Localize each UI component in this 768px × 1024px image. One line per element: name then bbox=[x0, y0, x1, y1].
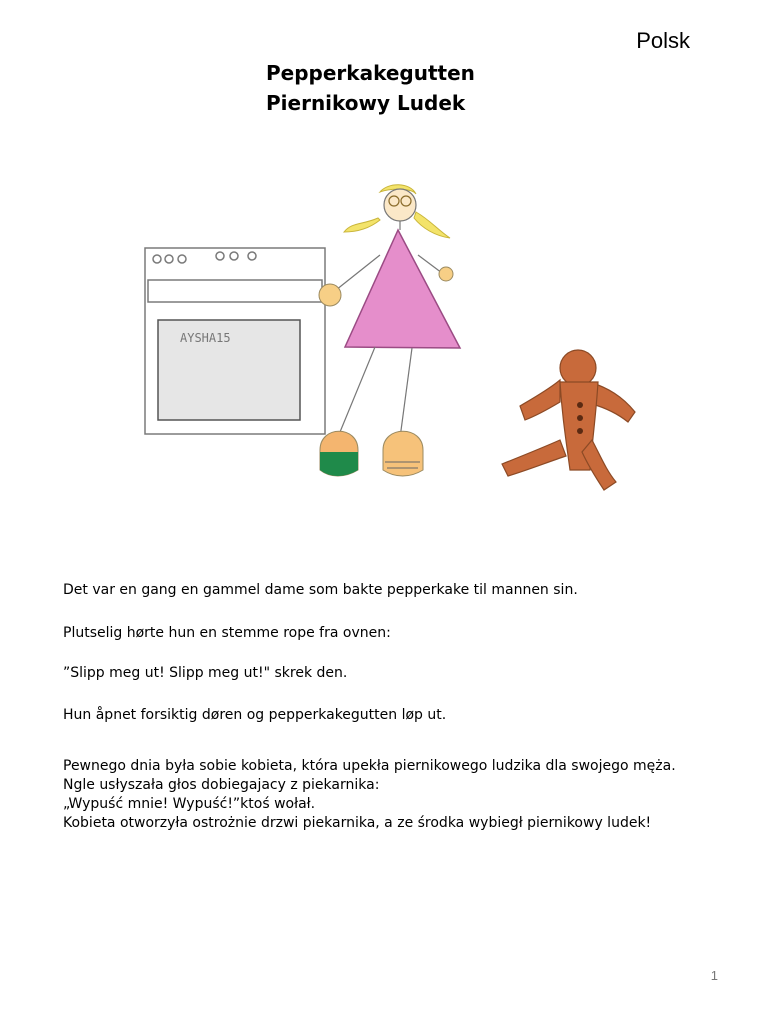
page-number: 1 bbox=[710, 968, 718, 983]
polish-paragraph bbox=[63, 757, 676, 833]
oven bbox=[145, 248, 325, 434]
gingerbread-man-figure bbox=[502, 350, 635, 490]
title-block bbox=[266, 58, 475, 118]
child-drawing bbox=[130, 170, 660, 510]
oven-label: AYSHA15 bbox=[180, 331, 231, 345]
norwegian-paragraph-4: Hun åpnet forsiktig døren og pepperkakegutten løp ut. bbox=[63, 707, 447, 723]
norwegian-paragraph-3: ”Slipp meg ut! Slipp meg ut!" skrek den. bbox=[63, 665, 348, 681]
polish-line-4: Kobieta otworzyła ostrożnie drzwi piekarnika, a ze środka wybiegł piernikowy ludek! bbox=[63, 815, 652, 831]
polish-line-3: „Wypuść mnie! Wypuść!”ktoś wołał. bbox=[63, 796, 316, 812]
norwegian-paragraph-2: Plutselig hørte hun en stemme rope fra ovnen: bbox=[63, 625, 391, 641]
woman-figure bbox=[319, 185, 460, 476]
polish-line-2: Ngle usłyszała głos dobiegajacy z piekarnika: bbox=[63, 777, 380, 793]
title-polish: Piernikowy Ludek bbox=[266, 91, 466, 115]
language-label: Polsk bbox=[636, 28, 690, 53]
title-norwegian: Pepperkakegutten bbox=[266, 61, 475, 85]
polish-line-1: Pewnego dnia była sobie kobieta, która upekła piernikowego ludzika dla swojego męża. bbox=[63, 758, 676, 774]
norwegian-paragraph-1: Det var en gang en gammel dame som bakte pepperkake til mannen sin. bbox=[63, 582, 578, 598]
